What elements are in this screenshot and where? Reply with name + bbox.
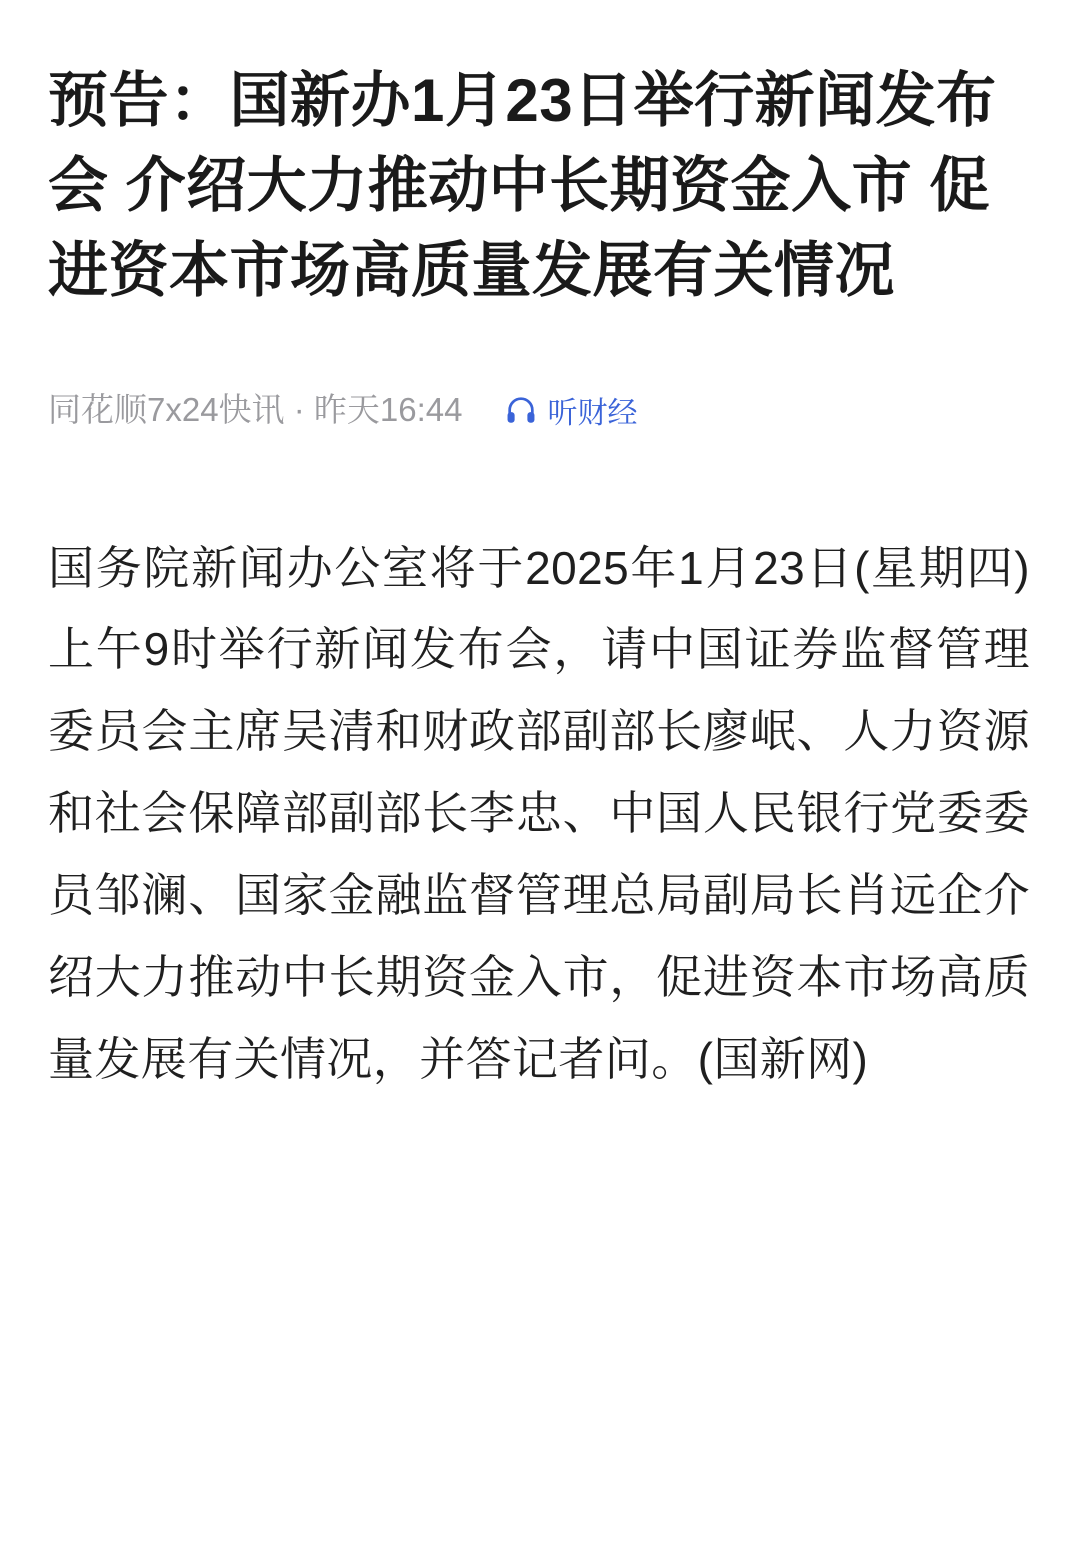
- listen-audio-label: 听财经: [547, 396, 638, 430]
- article-meta-row: [48, 388, 1030, 432]
- headphone-icon: [504, 393, 538, 427]
- page-title: 预告：国新办1月23日举行新闻发布会 介绍大力推动中长期资金入市 促进资本市场高质量发展有关情况: [48, 67, 997, 305]
- source-and-timestamp: 同花顺7x24快讯 · 昨天16:44: [48, 390, 463, 428]
- listen-audio-button[interactable]: [504, 388, 637, 432]
- article-body: 国务院新闻办公室将于2025年1月23日(星期四)上午9时举行新闻发布会，请中国证券监督管理委员会主席吴清和财政部副部长廖岷、人力资源和社会保障部副部长李忠、中国人民银行党委委员邹澜、国家金融监督管理总局副局长肖远企介绍大力推动中长期资金入市，促进资本市场高质量发展有关情况，并答记者问。(国新网): [48, 541, 1030, 1085]
